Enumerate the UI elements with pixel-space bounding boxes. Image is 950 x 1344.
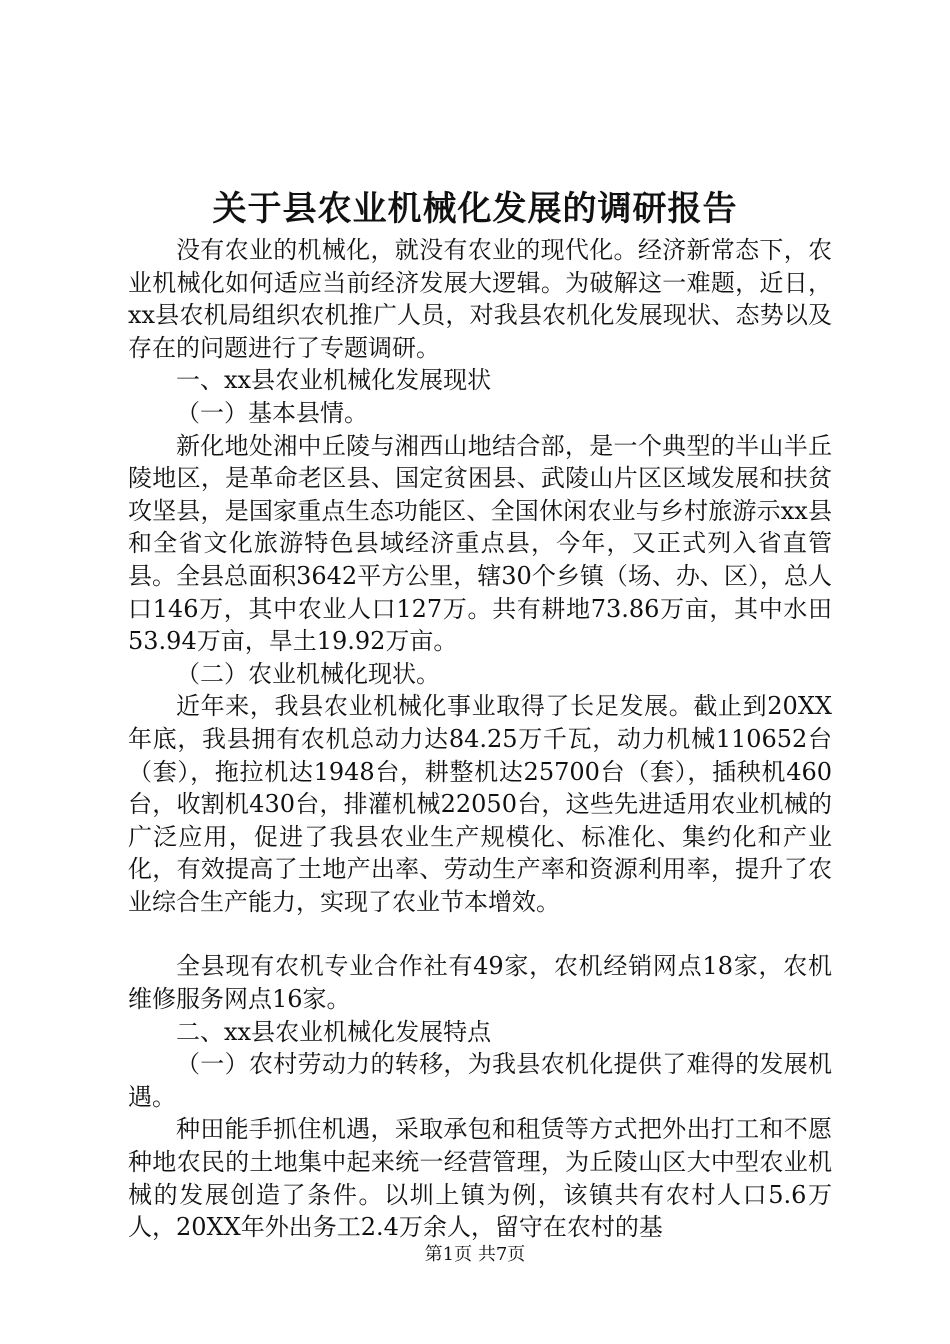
subsection-heading-1-1: （一）基本县情。 [176,398,368,427]
intro-paragraph: 没有农业的机械化，就没有农业的现代化。经济新常态下，农业机械化如何适应当前经济发展大逻辑。为破解这一难题，近日，xx县农机局组织农机推广人员，对我县农机化发展现状、态势以及存在的问题进行了专题调研。 [128,236,832,362]
paragraph-gap [128,918,832,950]
labor-transfer-paragraph: 种田能手抓住机遇，采取承包和租赁等方式把外出打工和不愿种地农民的土地集中起来统一经营管理，为丘陵山区大中型农业机械的发展创造了条件。以圳上镇为例，该镇共有农村人口5.6万人，20XX年外出务工2.4万余人，留守在农村的基 [128,1115,832,1242]
section-heading-2: 二、xx县农业机械化发展特点 [176,1017,492,1046]
county-overview-paragraph: 新化地处湘中丘陵与湘西山地结合部，是一个典型的半山半丘陵地区，是革命老区县、国定贫困县、武陵山片区区域发展和扶贫攻坚县，是国家重点生态功能区、全国休闲农业与乡村旅游示xx县和全省文化旅游特色县域经济重点县，今年，又正式列入省直管县。全县总面积3642平方公里，辖30个乡镇（场、办、区），总人口146万，其中农业人口127万。共有耕地73.86万亩，其中水田53.94万亩，旱土19.92万亩。 [128,431,832,656]
mechanization-status-paragraph: 近年来，我县农业机械化事业取得了长足发展。截止到20XX年底，我县拥有农机总动力达84.25万千瓦，动力机械110652台（套），拖拉机达1948台，耕整机达25700台（套），插秧机460台，收割机430台，排灌机械22050台，这些先进适用农业机械的广泛应用，促进了我县农业生产规模化、标准化、集约化和产业化，有效提高了土地产出率、劳动生产率和资源利用率，提升了农业综合生产能力，实现了农业节本增效。 [128,692,832,916]
page-number-footer: 第1页 共7页 [424,1244,526,1265]
cooperatives-paragraph: 全县现有农机专业合作社有49家，农机经销网点18家，农机维修服务网点16家。 [128,952,832,1014]
subsection-heading-2-1: （一）农村劳动力的转移，为我县农机化提供了难得的发展机遇。 [128,1050,832,1111]
section-heading-1: 一、xx县农业机械化发展现状 [176,366,492,395]
document-body [128,234,832,1244]
document-title: 关于县农业机械化发展的调研报告 [212,189,738,229]
subsection-heading-1-2: （二）农业机械化现状。 [176,659,440,688]
